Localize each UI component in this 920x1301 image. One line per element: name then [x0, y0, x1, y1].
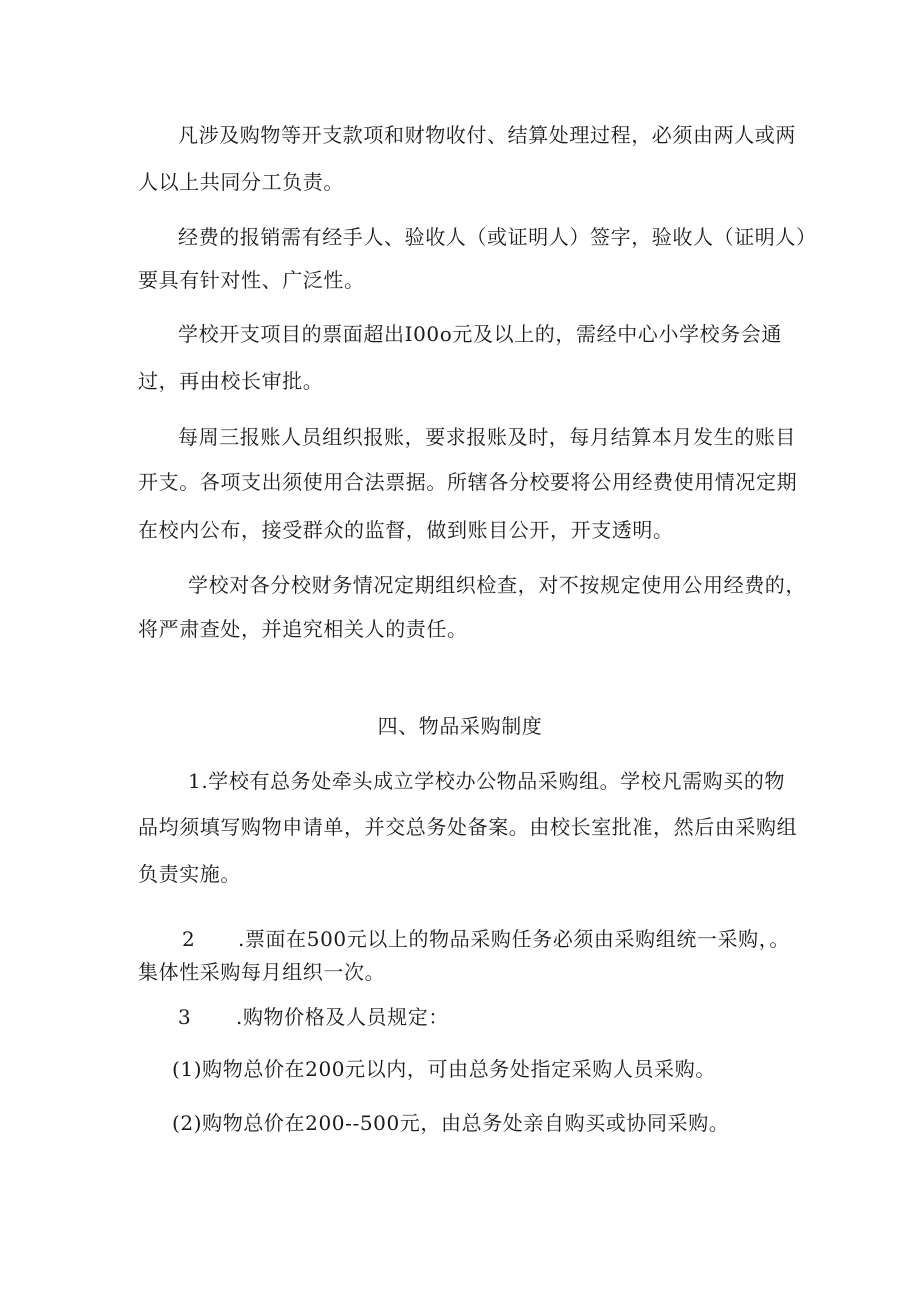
- list-item-line: .购物价格及人员规定：: [236, 1005, 449, 1029]
- section-heading: 四、物品采购制度: [377, 714, 543, 738]
- paragraph-line: 在校内公布，接受群众的监督，做到账目公开，开支透明。: [138, 518, 674, 542]
- list-item-line: 集体性采购每月组织一次。: [138, 960, 386, 984]
- list-item-line: 1.学校有总务处牵头成立学校办公物品采购组。学校凡需购买的物: [188, 769, 786, 793]
- sub-item-line: (1)购物总价在200元以内，可由总务处指定采购人员采购。: [172, 1057, 716, 1081]
- paragraph-line: 过，再由校长审批。: [138, 369, 324, 393]
- paragraph-line: 学校对各分校财务情况定期组织检查，对不按规定使用公用经费的，: [188, 573, 806, 597]
- paragraph-line: 开支。各项支出须使用合法票据。所辖各分校要将公用经费使用情况定期: [138, 470, 798, 494]
- list-item-line: 负责实施。: [138, 862, 241, 886]
- list-item-number: 3: [178, 1005, 192, 1029]
- paragraph-line: 经费的报销需有经手人、验收人（或证明人）签字，验收人（证明人）: [178, 225, 817, 249]
- list-item-line: 品均须填写购物申请单，并交总务处备案。由校长室批准，然后由采购组: [138, 815, 798, 839]
- paragraph-line: 将严肃查处，并追究相关人的责任。: [138, 617, 468, 641]
- sub-item-line: (2)购物总价在200--500元，由总务处亲自购买或协同采购。: [172, 1111, 730, 1135]
- paragraph-line: 凡涉及购物等开支款项和财物收付、结算处理过程，必须由两人或两: [178, 123, 796, 147]
- list-item-line: .票面在500元以上的物品采购任务必须由采购组统一采购，。: [238, 927, 790, 951]
- paragraph-line: 每周三报账人员组织报账，要求报账及时，每月结算本月发生的账目: [178, 425, 796, 449]
- list-item-number: 2: [182, 927, 196, 951]
- paragraph-line: 学校开支项目的票面超出I00o元及以上的，需经中心小学校务会通: [178, 322, 782, 346]
- paragraph-line: 要具有针对性、广泛性。: [138, 268, 365, 292]
- paragraph-line: 人以上共同分工负责。: [138, 170, 344, 194]
